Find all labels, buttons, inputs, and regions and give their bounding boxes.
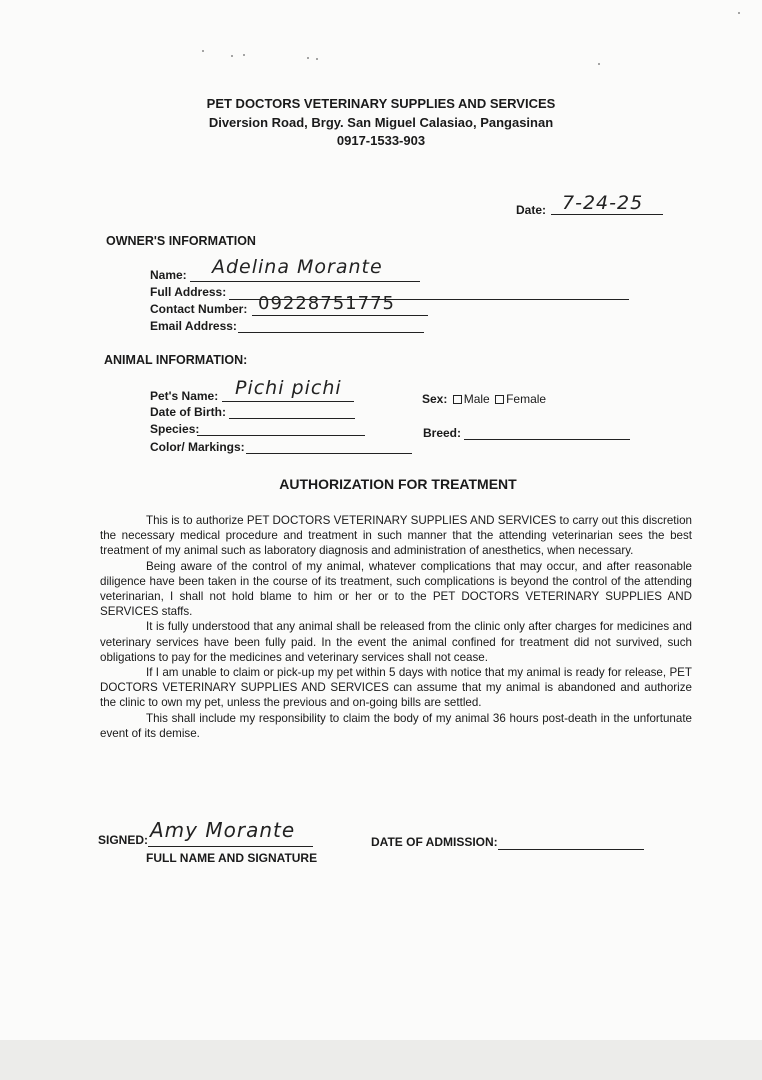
authorization-paragraph-5: This shall include my responsibility to claim the body of my animal 36 hours post-death in the unfortunate event of its demise.: [100, 711, 692, 740]
authorization-paragraph-4: If I am unable to claim or pick-up my pet within 5 days with notice that my animal is ready for release, PET DOCTORS VETERINARY SUPPLIES AND SERVICES can assume that my animal is abandoned and authorize the clinic to own my pet, unless the previous and on-going bills are settled.: [100, 666, 692, 710]
pet-name-value: Pichi pichi: [235, 377, 342, 399]
sex-field: [422, 392, 546, 406]
authorization-paragraph-1: This is to authorize PET DOCTORS VETERINARY SUPPLIES AND SERVICES to carry out this discretion the necessary medical procedure and treatment in such manner that the attending veterinarian sees the best treatment of my animal such as laboratory diagnosis and administration of anesthetics, when necessary.: [100, 514, 692, 558]
date-line: [551, 214, 663, 215]
signature-line: [148, 846, 313, 847]
male-checkbox[interactable]: [453, 395, 462, 404]
owner-email-label: Email Address:: [150, 319, 237, 333]
dob-line: [229, 418, 355, 419]
pet-name-line: [222, 401, 354, 402]
dob-label: Date of Birth:: [150, 405, 226, 419]
admission-date-label: DATE OF ADMISSION:: [371, 835, 498, 849]
date-label: Date:: [516, 203, 547, 217]
signature-value: Amy Morante: [150, 818, 296, 842]
breed-line: [464, 439, 630, 440]
date-value: 7-24-25: [562, 192, 644, 214]
scan-bottom-edge: [0, 1040, 762, 1080]
signed-label: SIGNED:: [98, 833, 149, 847]
animal-section-title: ANIMAL INFORMATION:: [104, 353, 248, 367]
authorization-paragraph-3: It is fully understood that any animal shall be released from the clinic only after charges for medicines and veterinary services have been fully paid. In the event the animal confined for treatment did not survived, such obligations to pay for the medicines and veterinary services shall not cease.: [100, 620, 692, 664]
breed-label: Breed:: [423, 426, 462, 440]
color-markings-line: [246, 453, 412, 454]
admission-date-line: [498, 849, 644, 850]
pet-name-label: Pet's Name:: [150, 389, 219, 403]
company-name: PET DOCTORS VETERINARY SUPPLIES AND SERVICES: [206, 96, 556, 111]
species-label: Species:: [150, 422, 200, 436]
male-option: Male: [463, 392, 490, 406]
color-markings-label: Color/ Markings:: [150, 440, 245, 454]
female-option: Female: [506, 392, 547, 406]
sex-label: Sex:: [422, 392, 448, 406]
owner-section-title: OWNER'S INFORMATION: [106, 234, 256, 248]
authorization-paragraph-2: Being aware of the control of my animal, whatever complications that may occur, and after reasonable diligence have been taken in the course of its treatment, such complications is beyond the control of the attending veterinarian, I shall not hold blame to him or her or to the PET DOCTORS VETERINARY SUPPLIES AND SERVICES staffs.: [100, 559, 692, 619]
species-line: [197, 435, 365, 436]
owner-contact-label: Contact Number:: [150, 302, 248, 316]
owner-contact-line: [252, 315, 428, 316]
owner-address-label: Full Address:: [150, 285, 227, 299]
owner-name-line: [190, 281, 420, 282]
signature-caption: FULL NAME AND SIGNATURE: [146, 851, 318, 865]
owner-email-line: [238, 332, 424, 333]
female-checkbox[interactable]: [495, 395, 504, 404]
owner-contact-value: 09228751775: [258, 293, 395, 314]
owner-name-value: Adelina Morante: [212, 256, 383, 278]
owner-name-label: Name:: [150, 268, 187, 282]
company-phone: 0917-1533-903: [336, 133, 426, 148]
company-address: Diversion Road, Brgy. San Miguel Calasiao, Pangasinan: [208, 115, 554, 130]
authorization-body: [100, 513, 692, 741]
authorization-title: AUTHORIZATION FOR TREATMENT: [279, 476, 517, 492]
